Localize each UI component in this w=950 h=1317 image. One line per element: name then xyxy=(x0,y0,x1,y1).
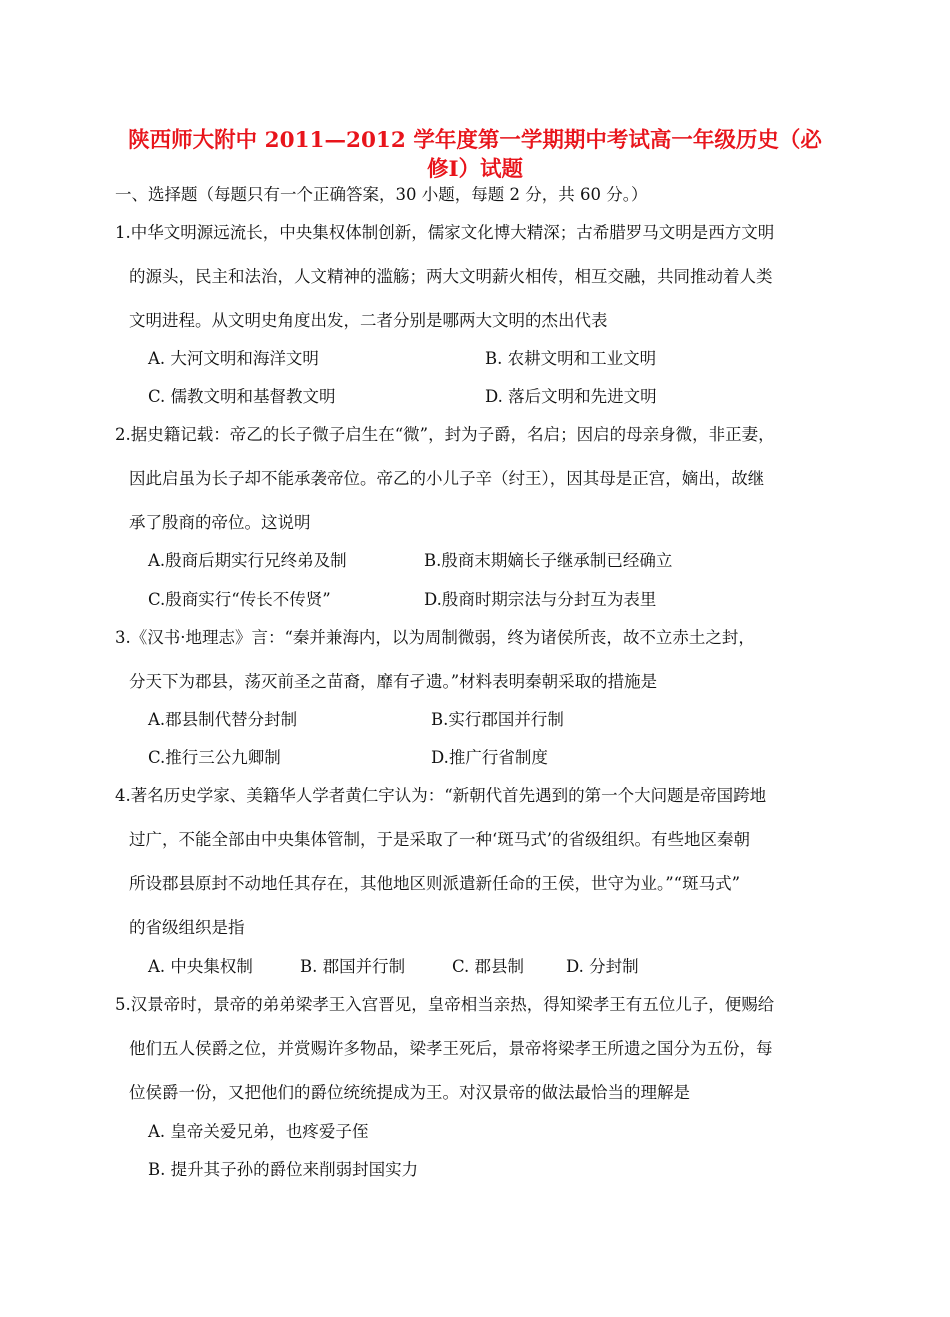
question-text: 文明进程。从文明史角度出发，二者分别是哪两大文明的杰出代表 xyxy=(129,311,608,330)
question-text: 5.汉景帝时，景帝的弟弟梁孝王入宫晋见，皇帝相当亲热，得知梁孝王有五位儿子，便赐给 xyxy=(115,995,775,1014)
option-b: B. 郡国并行制 xyxy=(300,957,406,976)
question-text: 因此启虽为长子却不能承袭帝位。帝乙的小儿子辛（纣王），因其母是正宫，嫡出，故继 xyxy=(129,469,765,488)
option-d: D.殷商时期宗法与分封互为表里 xyxy=(424,590,657,609)
option-c: C.推行三公九卿制 xyxy=(148,748,281,767)
option-b: B.实行郡国并行制 xyxy=(431,710,564,729)
option-d: D. 分封制 xyxy=(566,957,639,976)
section-heading: 一、选择题（每题只有一个正确答案，30 小题，每题 2 分，共 60 分。） xyxy=(115,185,648,204)
option-a: A. 中央集权制 xyxy=(148,957,253,976)
question-text: 1.中华文明源远流长，中央集权体制创新，儒家文化博大精深；古希腊罗马文明是西方文明 xyxy=(115,223,775,242)
question-text: 4.著名历史学家、美籍华人学者黄仁宇认为：“新朝代首先遇到的第一个大问题是帝国跨地 xyxy=(115,786,767,805)
option-d: D.推广行省制度 xyxy=(431,748,548,767)
question-text: 的省级组织是指 xyxy=(129,918,245,937)
question-text: 3.《汉书·地理志》言：“秦并兼海内，以为周制微弱，终为诸侯所丧，故不立赤土之封， xyxy=(115,628,755,647)
option-b: B. 农耕文明和工业文明 xyxy=(485,349,657,368)
option-a: A. 皇帝关爱兄弟，也疼爱子侄 xyxy=(148,1122,369,1141)
option-d: D. 落后文明和先进文明 xyxy=(485,387,657,406)
option-b: B.殷商末期嫡长子继承制已经确立 xyxy=(424,551,673,570)
question-text: 分天下为郡县，荡灭前圣之苗裔，靡有孑遗。”材料表明秦朝采取的措施是 xyxy=(129,672,658,691)
question-text: 过广，不能全部由中央集体管制，于是采取了一种‘斑马式’的省级组织。有些地区秦朝 xyxy=(129,830,750,849)
option-c: C. 郡县制 xyxy=(452,957,525,976)
question-text: 2.据史籍记载：帝乙的长子微子启生在“微”，封为子爵，名启；因启的母亲身微，非正妻， xyxy=(115,425,775,444)
question-text: 他们五人侯爵之位，并赏赐许多物品，梁孝王死后，景帝将梁孝王所遗之国分为五份，每 xyxy=(129,1039,773,1058)
option-a: A.殷商后期实行兄终弟及制 xyxy=(148,551,347,570)
option-c: C.殷商实行“传长不传贤” xyxy=(148,590,331,609)
option-a: A.郡县制代替分封制 xyxy=(148,710,298,729)
question-text: 位侯爵一份，又把他们的爵位统统提成为王。对汉景帝的做法最恰当的理解是 xyxy=(129,1083,690,1102)
option-a: A. 大河文明和海洋文明 xyxy=(148,349,319,368)
question-text: 所设郡县原封不动地任其存在，其他地区则派遣新任命的王侯，世守为业。”“斑马式” xyxy=(129,874,741,893)
question-text: 承了殷商的帝位。这说明 xyxy=(129,513,311,532)
option-c: C. 儒教文明和基督教文明 xyxy=(148,387,336,406)
title-line-2: 修Ⅰ）试题 xyxy=(426,157,524,182)
option-b: B. 提升其子孙的爵位来削弱封国实力 xyxy=(148,1160,419,1179)
question-text: 的源头，民主和法治，人文精神的滥觞；两大文明薪火相传，相互交融，共同推动着人类 xyxy=(129,267,773,286)
title-line-1: 陕西师大附中 2011—2012 学年度第一学期期中考试高一年级历史（必 xyxy=(128,128,822,153)
